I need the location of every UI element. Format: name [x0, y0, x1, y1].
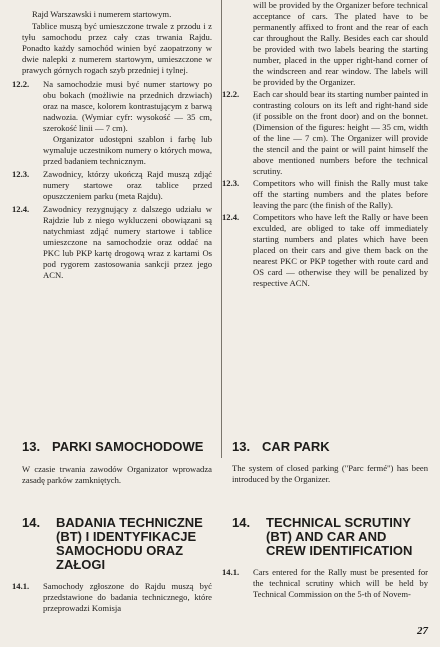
en-item-14-1-text: Cars entered for the Rally must be presented for the technical scrutiny which will be held by Technical Commission on the 5-th of Novem-: [253, 567, 428, 599]
en-section-13-number: 13.: [232, 439, 251, 454]
en-section-13-title: CAR PARK: [262, 439, 330, 454]
pl-item-14-1-number: 14.1.: [12, 581, 30, 591]
polish-column: [12, 0, 212, 613]
pl-section-14-number: 14.: [22, 515, 41, 530]
en-item-12-4-text: Competitors who have left the Rally or have been exculded, are obliged to take off immediately starting numbers and plates which have been placed on their cars and give them back on the nearest PKC or PKP together with route card and OS card — otherwise they will be penalized by respective ACN.: [253, 212, 428, 288]
pl-item-12-2: [12, 79, 212, 167]
pl-item-14-1-text: Samochody zgłoszone do Rajdu muszą być przedstawione do badania technicznego, które przeprowadzi Komisja: [43, 581, 212, 613]
page-number: 27: [417, 625, 428, 637]
en-intro-paragraph: will be provided by the Organizer before technical acceptance of cars. The plated have to be permanently affixed to front and the rear of each car throughout the Rally. Besides each car should be provided with two labels bearing the starting number, placed in the upper right-hand corner of the windscreen and rear window. The labels will be provided by the Organizer.: [253, 0, 428, 87]
english-column: [222, 0, 428, 599]
pl-item-12-2-number: 12.2.: [12, 79, 30, 89]
en-section-13: [232, 440, 428, 485]
pl-section-13-heading: [22, 440, 212, 454]
pl-section-14-title: BADANIA TECHNICZNE (BT) I IDENTYFIKACJE SAMOCHODU ORAZ ZAŁOGI: [56, 515, 203, 572]
en-item-12-4-number: 12.4.: [222, 212, 240, 222]
en-item-14-1-number: 14.1.: [222, 567, 240, 577]
pl-section-13-title: PARKI SAMOCHODOWE: [52, 439, 204, 454]
en-item-12-2: [222, 89, 428, 177]
pl-item-12-2-text: Na samochodzie musi być numer startowy po obu bokach (możliwie na przednich drzwiach) oraz na masce, kolorem kontrastującym z barwą nadwozia. (Wymiar cyfr: wysokość — 35 cm, szerokość linii — 7 cm).: [43, 79, 212, 133]
en-item-12-2-number: 12.2.: [222, 89, 240, 99]
pl-item-12-2-text-2: Organizator udostępni szablon i farbę lub wymaluje uczestnikom numery o których mowa, przed badaniem technicznym.: [43, 134, 212, 166]
pl-item-12-4-text: Zawodnicy rezygnujący z dalszego udziału w Rajdzie lub z niego wykluczeni obowiązani są natychmiast zdjąć numery startowe i tablice umieszczone na samochodzie oraz oddać na PKC lub PKP kartę drogową wraz z kartami Os pod rygorem zastosowania sankcji przez jego ACN.: [43, 204, 212, 280]
en-section-14: [222, 515, 428, 600]
en-item-12-2-text: Each car should bear its starting number painted in contrasting colours on its left and right-hand side (if possible on the front door) and on the bonnet. (Dimension of the figures: height — 35 cm, width of the line — 7 cm). The Organizer will provide the stencil and the paint or will paint himself the above mentioned numbers before the technical scrutiny.: [253, 89, 428, 176]
en-section-13-text: The system of closed parking ("Parc fermé") has been introduced by the Organizer.: [232, 463, 428, 484]
pl-item-14-1: [12, 581, 212, 614]
column-divider: [221, 0, 222, 458]
pl-section-13-text: W czasie trwania zawodów Organizator wprowadza zasadę parków zamkniętych.: [22, 464, 212, 485]
pl-section-14: [12, 515, 212, 614]
pl-item-12-3-number: 12.3.: [12, 169, 30, 179]
en-item-12-3-text: Competitors who will finish the Rally must take off the starting numbers and the plates before leaving the parc (the finish of the Rally).: [253, 178, 428, 210]
pl-item-12-3: [12, 169, 212, 202]
pl-item-12-4-number: 12.4.: [12, 204, 30, 214]
en-item-14-1: [222, 567, 428, 600]
en-item-12-4: [222, 212, 428, 289]
en-section-14-heading: [232, 516, 428, 558]
pl-section-14-heading: [22, 516, 212, 572]
pl-section-13: [22, 440, 212, 486]
en-section-14-number: 14.: [232, 515, 251, 530]
en-section-14-title: TECHNICAL SCRUTINY (BT) AND CAR AND CREW IDENTIFICATION: [266, 515, 413, 558]
en-item-12-3: [222, 178, 428, 211]
pl-item-12-3-text: Zawodnicy, którzy ukończą Rajd muszą zdjąć numery startowe oraz tablice przed opuszczeniem parku (meta Rajdu).: [43, 169, 212, 201]
pl-item-12-4: [12, 204, 212, 281]
pl-section-13-number: 13.: [22, 439, 41, 454]
pl-intro-continuation: Rajd Warszawski i numerem startowym.: [32, 9, 172, 19]
en-section-13-heading: [232, 440, 428, 454]
en-item-12-3-number: 12.3.: [222, 178, 240, 188]
pl-intro-paragraph: Tablice muszą być umieszczone trwale z przodu i z tyłu samochodu przez cały czas trwania Rajdu. Ponadto każdy samochód winien być zaopatrzony w dwie nalepki z numerem startowym, umieszczone w prawych górnych rogach szyb przedniej i tylnej.: [22, 21, 212, 75]
